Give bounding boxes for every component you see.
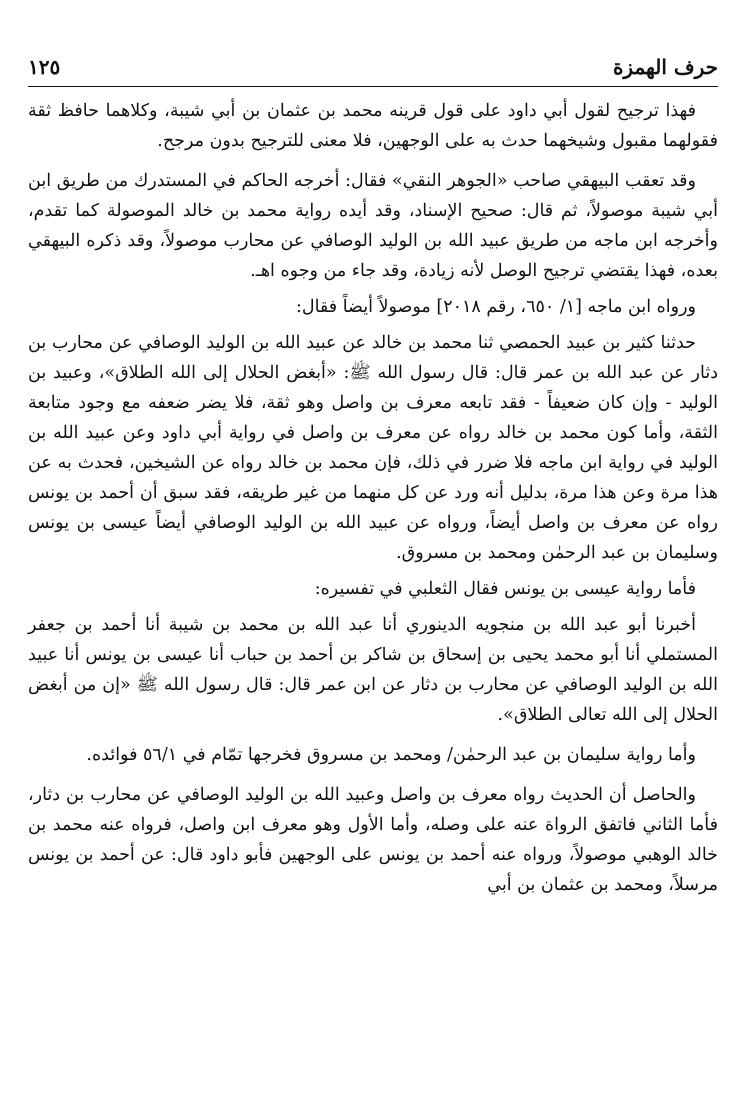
running-header (28, 50, 718, 84)
paragraph-1: فهذا ترجيح لقول أبي داود على قول قرينه محمد بن عثمان بن أبي شيبة، وكلاهما حافظ ثقة فقولهما مقبول وشيخهما حدث به على الوجهين، فلا معنى للترجيح بدون مرجح. (28, 101, 718, 151)
paragraph-2: وقد تعقب البيهقي صاحب «الجوهر النقي» فقال: أخرجه الحاكم في المستدرك من طريق ابن أبي شيبة موصولاً، ثم قال: صحيح الإسناد، وقد أيده رواية محمد بن خالد الموصولة كما تقدم، وأخرجه ابن ماجه من طريق عبيد الله بن الوليد الوصافي عن محارب موصولاً، وقد ذكره البيهقي بعده، فهذا يقتضي ترجيح الوصل لأنه زيادة، وقد جاء من وجوه اهـ. (28, 171, 718, 281)
page-body (28, 96, 718, 900)
paragraph-6-isnad: أخبرنا أبو عبد الله بن منجويه الدينوري أنا عبد الله بن محمد بن شيبة أنا أحمد بن جعفر المستملي أنا أبو محمد يحيى بن إسحاق بن شاكر بن أحمد بن حباب أنا عيسى بن يونس أنا عبيد الله بن الوليد الوصافي عن محارب بن دثار عن ابن عمر قال: قال رسول الله ﷺ «إن من أبغض الحلال إلى الله تعالى الطلاق». (28, 615, 718, 725)
chapter-title: حرف الهمزة (612, 55, 718, 79)
page-number: ١٢٥ (28, 55, 61, 79)
paragraph-7: وأما رواية سليمان بن عبد الرحمٰن/ ومحمد بن مسروق فخرجها تمّام في ٥٦/١ فوائده. (86, 745, 696, 765)
paragraph-3: ورواه ابن ماجه [١/ ٦٥٠، رقم ٢٠١٨] موصولاً أيضاً فقال: (295, 297, 696, 317)
book-page (28, 0, 718, 1100)
paragraph-4-hadith: حدثنا كثير بن عبيد الحمصي ثنا محمد بن خالد عن عبيد الله بن الوليد الوصافي عن محارب بن دثار عن عبد الله بن عمر قال: قال رسول الله ﷺ: «أبغض الحلال إلى الله الطلاق»، وعبيد بن الوليد - وإن كان ضعيفاً - فقد تابعه معرف بن واصل وهو ثقة، فلا يضر ضعفه مع وجود متابعة الثقة، وأما كون محمد بن خالد رواه عن معرف بن واصل في رواية أبي داود وعن عبيد الله بن الوليد في رواية ابن ماجه فلا ضرر في ذلك، فإن محمد بن خالد رواه عن الشيخين، فحدث به عن هذا مرة وعن هذا مرة، بدليل أنه ورد عن كل منهما من غير طريقه، فقد سبق أن أحمد بن يونس رواه عن معرف بن واصل أيضاً، ورواه عن عبيد الله بن الوليد الوصافي أيضاً عيسى بن يونس وسليمان بن عبد الرحمٰن ومحمد بن مسروق. (28, 333, 718, 563)
paragraph-8: والحاصل أن الحديث رواه معرف بن واصل وعبيد الله بن الوليد الوصافي عن محارب بن دثار، فأما الثاني فاتفق الرواة عنه على وصله، وأما الأول وهو معرف ابن واصل، فرواه عنه محمد بن خالد الوهبي موصولاً، ورواه عنه أحمد بن يونس على الوجهين فأبو داود قال: عن أحمد بن يونس مرسلاً، ومحمد بن عثمان بن أبي (28, 785, 718, 895)
header-rule (28, 86, 718, 87)
paragraph-5: فأما رواية عيسى بن يونس فقال الثعلبي في تفسيره: (314, 579, 696, 599)
